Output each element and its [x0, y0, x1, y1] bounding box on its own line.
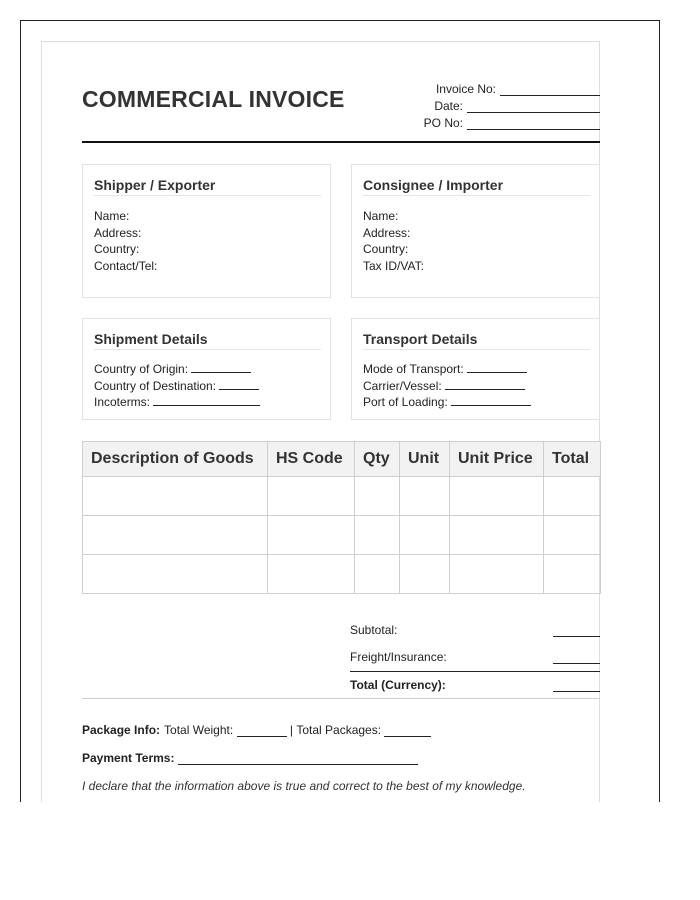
table-cell[interactable]	[400, 477, 450, 516]
transport-title: Transport Details	[363, 331, 478, 347]
package-info-label: Package Info:	[82, 723, 161, 737]
shipper-title: Shipper / Exporter	[94, 177, 216, 193]
freight-row	[350, 650, 600, 664]
invoice-no-row	[436, 82, 600, 96]
incoterms-field[interactable]	[153, 394, 260, 406]
carrier-label: Carrier/Vessel:	[363, 378, 442, 393]
invoice-no-field[interactable]	[500, 84, 600, 96]
shipment-fields	[94, 361, 260, 411]
table-cell[interactable]	[83, 555, 268, 594]
shipper-box	[82, 164, 331, 298]
po-no-row	[424, 116, 600, 130]
port-row	[363, 394, 531, 411]
col-total: Total	[544, 442, 601, 477]
table-cell[interactable]	[268, 516, 355, 555]
shipment-box	[82, 318, 331, 420]
total-row	[350, 678, 600, 692]
shipper-rule	[94, 195, 321, 196]
shipment-rule	[94, 349, 321, 350]
carrier-field[interactable]	[445, 378, 525, 390]
table-cell[interactable]	[450, 555, 544, 594]
table-cell[interactable]	[544, 555, 601, 594]
carrier-row	[363, 378, 531, 395]
freight-label: Freight/Insurance:	[350, 650, 447, 664]
freight-field[interactable]	[553, 652, 600, 664]
packages-field[interactable]	[384, 725, 431, 737]
consignee-country-label: Country:	[363, 242, 409, 256]
date-row	[434, 99, 600, 113]
col-hs-code: HS Code	[268, 442, 355, 477]
consignee-address-label: Address:	[363, 225, 411, 240]
subtotal-label: Subtotal:	[350, 623, 398, 637]
invoice-title: COMMERCIAL INVOICE	[82, 86, 345, 112]
col-qty: Qty	[355, 442, 400, 477]
table-cell[interactable]	[544, 516, 601, 555]
totals-divider	[350, 671, 600, 672]
table-row	[83, 477, 601, 516]
table-cell[interactable]	[355, 477, 400, 516]
destination-label: Country of Destination:	[94, 378, 217, 393]
table-header-row	[83, 442, 601, 477]
incoterms-row	[94, 394, 260, 411]
date-label: Date:	[434, 99, 463, 113]
table-cell[interactable]	[83, 477, 268, 516]
consignee-box	[351, 164, 600, 298]
table-cell[interactable]	[355, 516, 400, 555]
shipment-title: Shipment Details	[94, 331, 208, 347]
weight-label: Total Weight:	[164, 723, 234, 737]
shipper-contact-label: Contact/Tel:	[94, 258, 158, 273]
shipper-country-label: Country:	[94, 242, 140, 256]
consignee-title: Consignee / Importer	[363, 177, 504, 193]
package-info-row	[82, 723, 431, 737]
destination-field[interactable]	[219, 378, 259, 390]
mode-row	[363, 361, 531, 378]
total-label: Total (Currency):	[350, 678, 446, 692]
po-no-label: PO No:	[423, 116, 463, 130]
package-separator: |	[289, 723, 293, 737]
invoice-no-label: Invoice No:	[435, 82, 496, 96]
table-row	[83, 516, 601, 555]
packages-label: Total Packages:	[296, 723, 382, 737]
destination-row	[94, 378, 260, 395]
title-divider	[82, 141, 600, 143]
col-description: Description of Goods	[83, 442, 268, 477]
consignee-fields	[363, 209, 424, 275]
port-label: Port of Loading:	[363, 395, 448, 409]
transport-fields	[363, 361, 531, 411]
table-cell[interactable]	[544, 477, 601, 516]
date-field[interactable]	[467, 101, 600, 113]
shipper-fields	[94, 209, 157, 275]
table-row	[83, 555, 601, 594]
table-cell[interactable]	[83, 516, 268, 555]
table-cell[interactable]	[355, 555, 400, 594]
shipper-name-label: Name:	[94, 209, 130, 223]
table-cell[interactable]	[450, 516, 544, 555]
table-cell[interactable]	[450, 477, 544, 516]
consignee-name-label: Name:	[363, 209, 399, 223]
origin-label: Country of Origin:	[94, 362, 189, 376]
table-cell[interactable]	[400, 516, 450, 555]
total-field[interactable]	[553, 680, 600, 692]
incoterms-label: Incoterms:	[94, 395, 151, 409]
section-divider	[82, 698, 600, 699]
mode-label: Mode of Transport:	[363, 362, 464, 376]
consignee-taxid-label: Tax ID/VAT:	[363, 258, 424, 273]
transport-box	[351, 318, 600, 420]
table-cell[interactable]	[268, 477, 355, 516]
table-cell[interactable]	[400, 555, 450, 594]
shipper-address-label: Address:	[94, 225, 142, 240]
goods-table	[82, 441, 601, 594]
payment-terms-label: Payment Terms:	[82, 751, 175, 765]
mode-field[interactable]	[467, 361, 527, 373]
weight-field[interactable]	[237, 725, 287, 737]
origin-row	[94, 361, 260, 378]
subtotal-row	[350, 623, 600, 637]
payment-terms-row	[82, 751, 418, 765]
payment-terms-field[interactable]	[178, 753, 418, 765]
table-cell[interactable]	[268, 555, 355, 594]
col-unit: Unit	[400, 442, 450, 477]
declaration-text: I declare that the information above is true and correct to the best of my knowledge.	[82, 779, 526, 793]
origin-field[interactable]	[191, 361, 251, 373]
subtotal-field[interactable]	[553, 625, 600, 637]
transport-rule	[363, 349, 590, 350]
port-field[interactable]	[451, 394, 531, 406]
po-no-field[interactable]	[467, 118, 600, 130]
col-unit-price: Unit Price	[450, 442, 544, 477]
consignee-rule	[363, 195, 590, 196]
